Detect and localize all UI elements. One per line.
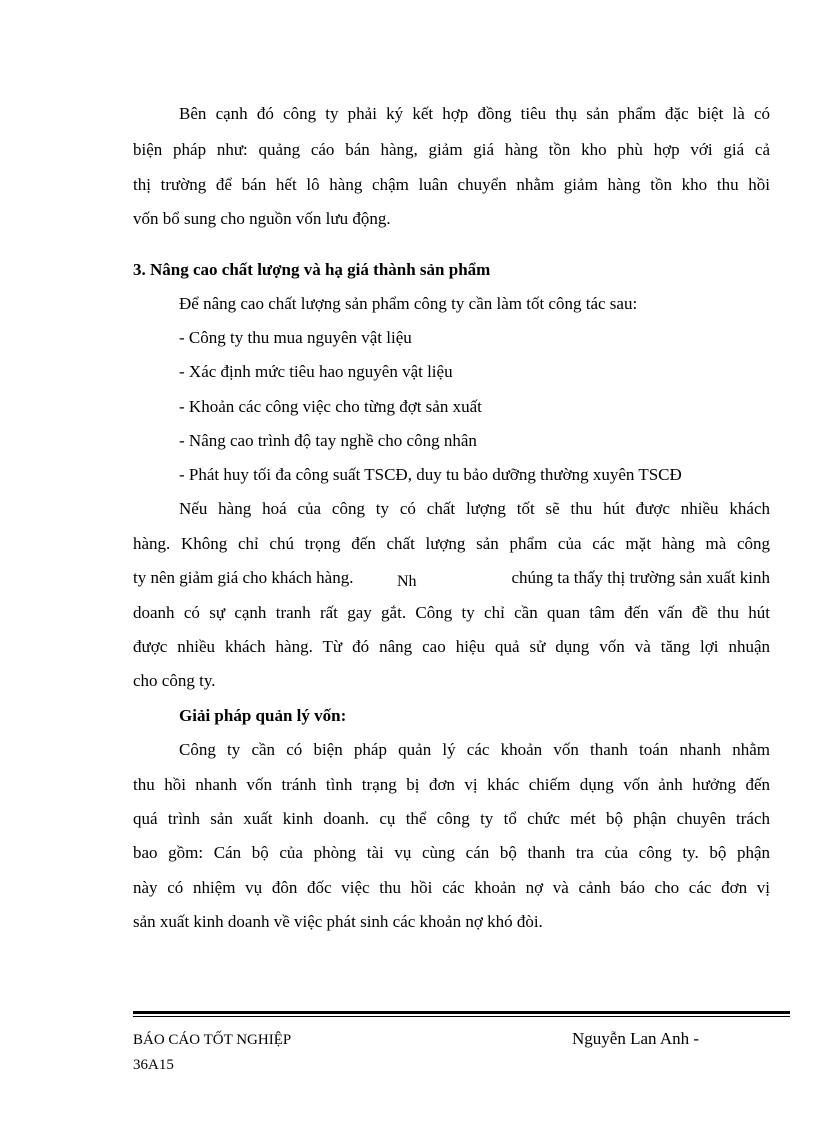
quality-paragraph-line-3-left: ty nên giảm giá cho khách hàng. — [133, 568, 354, 587]
quality-paragraph-line-6: cho công ty. — [133, 671, 216, 690]
paragraph-1-line-3: thị trường để bán hết lô hàng chậm luân chuyển nhằm giảm hàng tồn kho thu hồi — [133, 175, 770, 194]
paragraph-1-line-2: biện pháp như: quảng cáo bán hàng, giảm giá hàng tồn kho phù hợp với giá cả — [133, 140, 770, 159]
solution-line-1: Công ty cần có biện pháp quản lý các khoản vốn thanh toán nhanh nhằm — [179, 740, 770, 759]
footer-author: Nguyễn Lan Anh - — [572, 1029, 700, 1048]
list-item: - Nâng cao trình độ tay nghề cho công nhân — [179, 431, 477, 450]
footer-rule-thick — [133, 1011, 790, 1014]
list-item: - Xác định mức tiêu hao nguyên vật liệu — [179, 362, 453, 381]
solution-heading: Giải pháp quản lý vốn: — [179, 706, 347, 725]
solution-line-6: sản xuất kinh doanh về việc phát sinh các khoản nợ khó đòi. — [133, 912, 543, 931]
section-3-heading: 3. Nâng cao chất lượng và hạ giá thành sản phẩm — [133, 260, 491, 279]
list-item: - Công ty thu mua nguyên vật liệu — [179, 328, 412, 347]
list-item: - Khoản các công việc cho từng đợt sản xuất — [179, 397, 482, 416]
quality-paragraph-line-5: được nhiều khách hàng. Từ đó nâng cao hiệu quả sử dụng vốn và tăng lợi nhuận — [133, 637, 770, 656]
footer-report-label: BÁO CÁO TỐT NGHIỆP — [133, 1032, 292, 1048]
quality-paragraph-line-1: Nếu hàng hoá của công ty có chất lượng tốt sẽ thu hút được nhiều khách — [179, 499, 770, 518]
list-item: - Phát huy tối đa công suất TSCĐ, duy tu bảo dưỡng thường xuyên TSCĐ — [179, 465, 682, 484]
section-3-intro: Để nâng cao chất lượng sản phẩm công ty cần làm tốt công tác sau: — [179, 294, 638, 313]
quality-paragraph-line-3-right: chúng ta thấy thị trường sản xuất kinh — [511, 568, 770, 587]
quality-paragraph-line-4: doanh có sự cạnh tranh rất gay gắt. Công ty chỉ cần quan tâm đến vấn đề thu hút — [133, 603, 770, 622]
quality-paragraph-line-3-fragment: Nh — [397, 573, 417, 590]
solution-line-5: này có nhiệm vụ đôn đốc việc thu hồi các khoản nợ và cảnh báo cho các đơn vị — [133, 878, 770, 897]
footer-class-code: 36A15 — [133, 1057, 174, 1073]
paragraph-1-line-1: Bên cạnh đó công ty phải ký kết hợp đồng tiêu thụ sản phẩm đặc biệt là có — [179, 104, 770, 123]
solution-line-4: bao gồm: Cán bộ của phòng tài vụ cùng cán bộ thanh tra của công ty. bộ phận — [133, 843, 770, 862]
paragraph-1-line-4: vốn bổ sung cho nguồn vốn lưu động. — [133, 209, 391, 228]
solution-line-2: thu hồi nhanh vốn tránh tình trạng bị đơn vị khác chiếm dụng vốn ảnh hưởng đến — [133, 775, 770, 794]
solution-line-3: quá trình sản xuất kinh doanh. cụ thể công ty tổ chức mét bộ phận chuyên trách — [133, 809, 770, 828]
quality-paragraph-line-2: hàng. Không chỉ chú trọng đến chất lượng sản phẩm của các mặt hàng mà công — [133, 534, 770, 553]
footer-rule-thin — [133, 1016, 790, 1017]
